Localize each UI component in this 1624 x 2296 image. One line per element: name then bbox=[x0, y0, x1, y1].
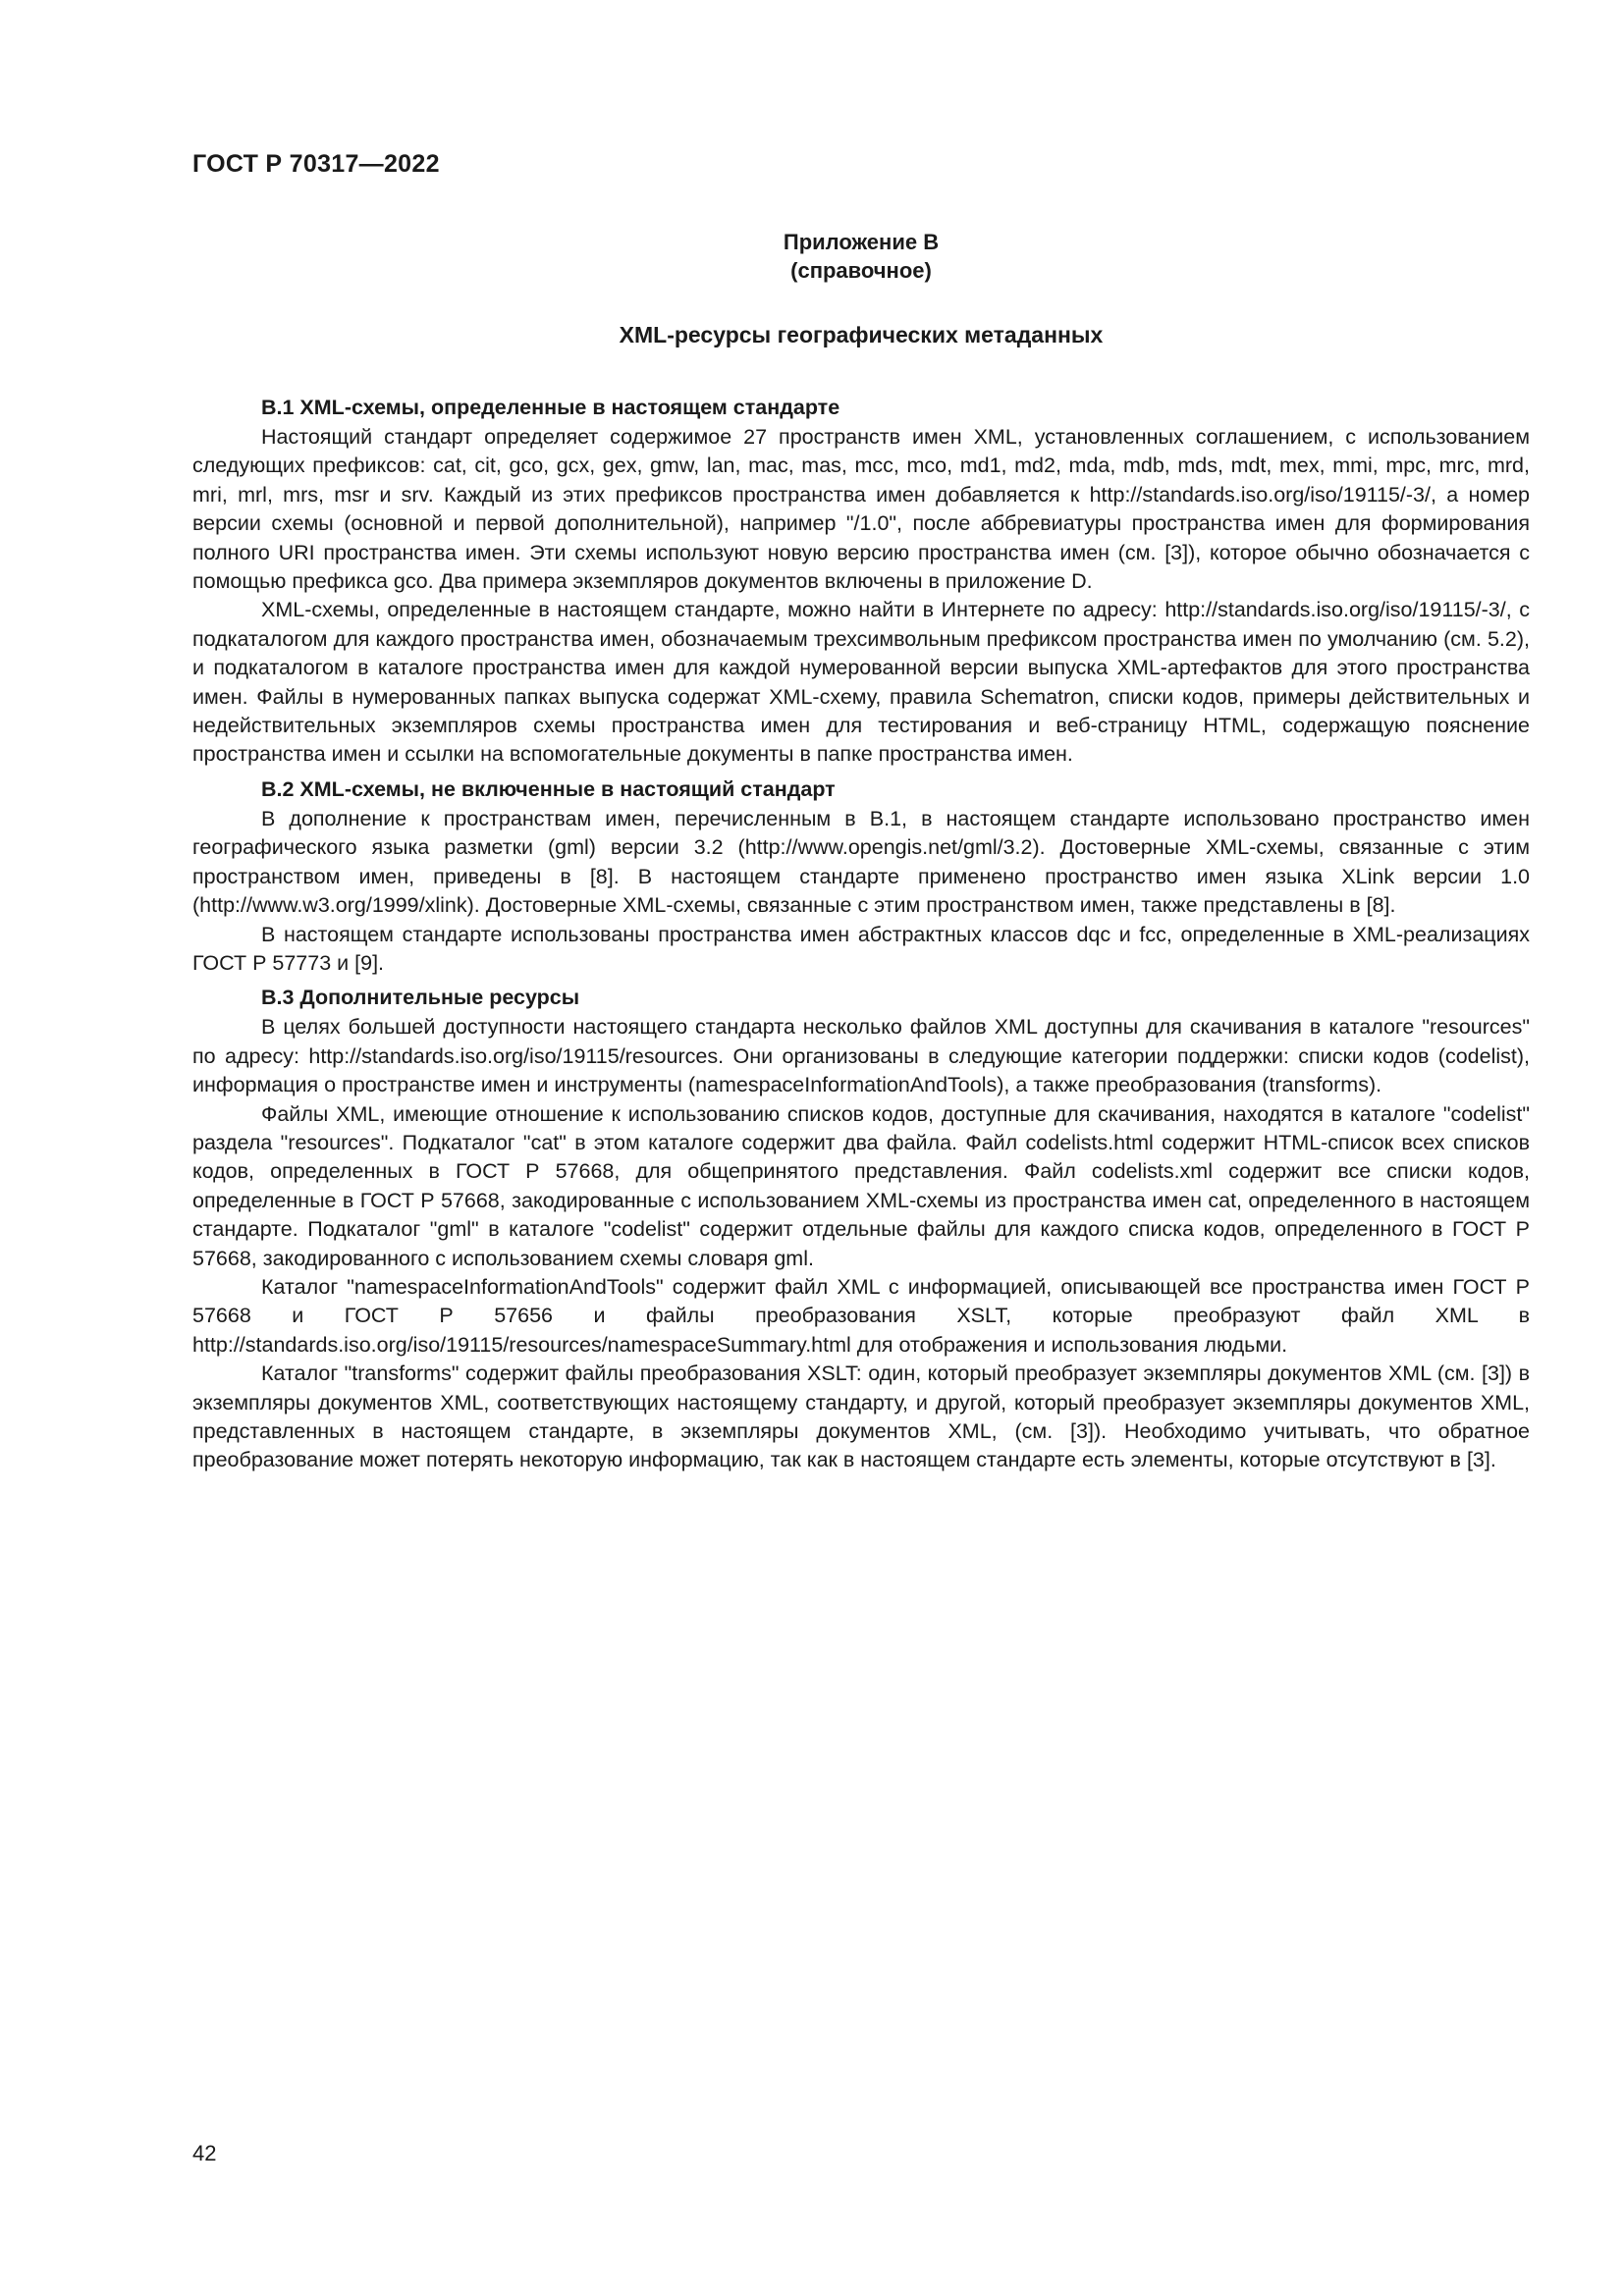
paragraph: Настоящий стандарт определяет содержимое 27 пространств имен XML, установленных соглашением, с использованием следующих префиксов: cat, cit, gco, gcx, gex, gmw, lan, mac, mas, mcc, mco, md1, md2, mda, mdb, mds, mdt, mex, mmi, mpc, mrc, mrd, mri, mrl, mrs, msr и srv. Каждый из этих префиксов пространства имен добавляется к http://standards.iso.org/iso/19115/-3/, а номер версии схемы (основной и первой дополнительной), например "/1.0", после аббревиатуры пространства имен для формирования полного URI пространства имен. Эти схемы используют новую версию пространства имен (см. [3]), которое обычно обозначается с помощью префикса gco. Два примера экземпляров документов включены в приложение D. bbox=[192, 425, 1530, 594]
paragraph: В целях большей доступности настоящего стандарта несколько файлов XML доступны для скачивания в каталоге "resources" по адресу: http://standards.iso.org/iso/19115/resources. Они организованы в следующие категории поддержки: списки кодов (codelist), информация о пространстве имен и инструменты (namespaceInformationAndTools), а также преобразования (transforms). bbox=[192, 1015, 1530, 1097]
paragraph: Файлы XML, имеющие отношение к использованию списков кодов, доступные для скачивания, находятся в каталоге "codelist" раздела "resources". Подкаталог "cat" в этом каталоге содержит два файла. Файл codelists.html содержит HTML-список всех списков кодов, определенных в ГОСТ Р 57668, для общепринятого представления. Файл codelists.xml содержит все списки кодов, определенные в ГОСТ Р 57668, закодированные с использованием XML-схемы из пространства имен cat, определенного в настоящем стандарте. Подкаталог "gml" в каталоге "codelist" содержит отдельные файлы для каждого списка кодов, определенного в ГОСТ Р 57668, закодированного с использованием схемы словаря gml. bbox=[192, 1101, 1530, 1270]
section-b3 bbox=[192, 983, 1530, 1475]
paragraph: В дополнение к пространствам имен, перечисленным в В.1, в настоящем стандарте использовано пространство имен географического языка разметки (gml) версии 3.2 (http://www.opengis.net/gml/3.2). Достоверные XML-схемы, связанные с этим пространством имен, приведены в [8]. В настоящем стандарте применено пространство имен языка XLink версии 1.0 (http://www.w3.org/1999/xlink). Достоверные XML-схемы, связанные с этим пространством имен, также представлены в [8]. bbox=[192, 806, 1530, 918]
section-heading: В.2 XML-схемы, не включенные в настоящий стандарт bbox=[261, 776, 836, 801]
appendix-title: XML-ресурсы географических метаданных bbox=[619, 322, 1104, 347]
page-number: 42 bbox=[192, 2141, 217, 2165]
section-heading: В.3 Дополнительные ресурсы bbox=[261, 986, 580, 1010]
standard-id: ГОСТ Р 70317—2022 bbox=[192, 150, 440, 178]
paragraph: XML-схемы, определенные в настоящем стандарте, можно найти в Интернете по адресу: http://standards.iso.org/iso/19115/-3/, с подкаталогом для каждого пространства имен, обозначаемым трехсимвольным префиксом пространства имен по умолчанию (см. 5.2), и подкаталогом в каталоге пространства имен для каждой нумерованной версии выпуска XML-артефактов для этого пространства имен. Файлы в нумерованных папках выпуска содержат XML-схему, правила Schematron, списки кодов, примеры действительных и недействительных экземпляров схемы пространства имен для тестирования и веб-страницу HTML, содержащую пояснение пространства имен и ссылки на вспомогательные документы в папке пространства имен. bbox=[192, 598, 1530, 767]
paragraph: В настоящем стандарте использованы пространства имен абстрактных классов dqc и fcc, определенные в XML-реализациях ГОСТ Р 57773 и [9]. bbox=[192, 922, 1530, 975]
appendix-heading bbox=[192, 228, 1530, 285]
paragraph: Каталог "namespaceInformationAndTools" содержит файл XML с информацией, описывающей все пространства имен ГОСТ Р 57668 и ГОСТ Р 57656 и файлы преобразования XSLT, которые преобразуют файл XML в http://standards.iso.org/iso/19115/resources/namespaceSummary.html для отображения и использования людьми. bbox=[192, 1274, 1530, 1357]
appendix-label: Приложение В bbox=[783, 230, 940, 254]
section-heading: В.1 XML-схемы, определенные в настоящем стандарте bbox=[261, 396, 840, 419]
section-b2 bbox=[192, 774, 1530, 978]
appendix-status: (справочное) bbox=[790, 258, 932, 283]
section-b1 bbox=[192, 393, 1530, 770]
paragraph: Каталог "transforms" содержит файлы преобразования XSLT: один, который преобразует экземпляры документов XML (см. [3]) в экземпляры документов XML, соответствующих настоящему стандарту, и другой, который преобразует экземпляры документов XML, представленных в настоящем стандарте, в экземпляры документов XML, (см. [3]). Необходимо учитывать, что обратное преобразование может потерять некоторую информацию, так как в настоящем стандарте есть элементы, которые отсутствуют в [3]. bbox=[192, 1362, 1530, 1472]
appendix-body bbox=[192, 393, 1530, 1475]
